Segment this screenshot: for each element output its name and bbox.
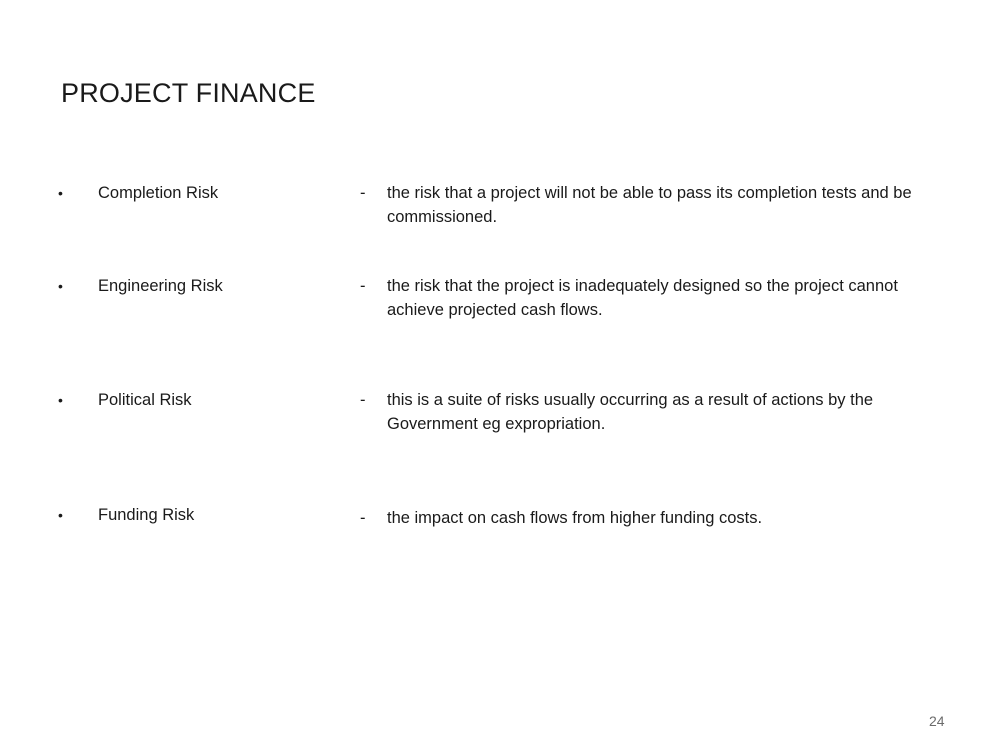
- dash-separator: -: [360, 391, 366, 409]
- bullet-icon: •: [58, 507, 63, 523]
- bullet-icon: •: [58, 278, 63, 294]
- page-number: 24: [929, 713, 945, 729]
- dash-separator: -: [360, 184, 366, 202]
- bullet-icon: •: [58, 392, 63, 408]
- risk-term: Completion Risk: [98, 184, 219, 202]
- risk-description: the risk that a project will not be able to pass its completion tests and be commissioned.: [387, 184, 912, 226]
- risk-description: the impact on cash flows from higher funding costs.: [387, 509, 763, 527]
- risk-term: Engineering Risk: [98, 277, 223, 295]
- bullet-icon: •: [58, 185, 63, 201]
- dash-separator: -: [360, 277, 366, 295]
- risk-term: Political Risk: [98, 391, 192, 409]
- risk-term: Funding Risk: [98, 506, 195, 524]
- dash-separator: -: [360, 509, 366, 527]
- risk-description: this is a suite of risks usually occurring as a result of actions by the Government eg expropriation.: [387, 391, 874, 433]
- slide-title: PROJECT FINANCE: [61, 78, 316, 108]
- risk-description: the risk that the project is inadequately designed so the project cannot achieve projected cash flows.: [387, 277, 898, 319]
